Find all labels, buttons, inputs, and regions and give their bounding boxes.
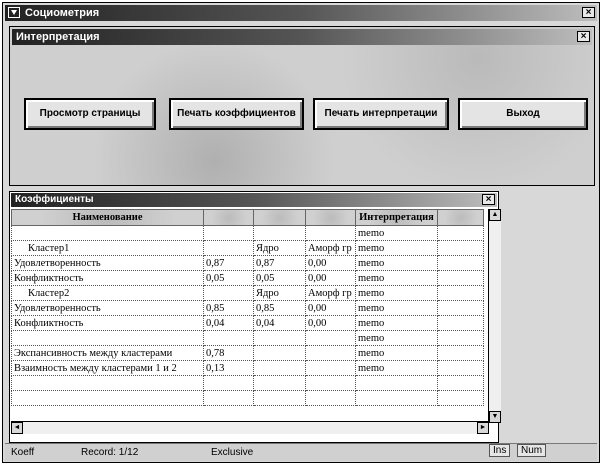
table-cell[interactable]: Конфликтность: [12, 271, 204, 286]
table-cell[interactable]: Ядро: [254, 286, 306, 301]
column-header[interactable]: Интерпретация: [356, 210, 438, 226]
table-cell[interactable]: 0,87: [254, 256, 306, 271]
interpretation-window: [9, 26, 595, 186]
table-cell[interactable]: 0,05: [254, 271, 306, 286]
print-interpretation-button[interactable]: Печать интерпретации: [313, 98, 449, 130]
table-cell[interactable]: memo: [356, 256, 438, 271]
app-icon: [8, 7, 20, 18]
close-coefficients-icon[interactable]: ×: [482, 194, 495, 205]
table-cell[interactable]: Кластер2: [12, 286, 204, 301]
scroll-up-icon[interactable]: ▲: [489, 209, 501, 221]
preview-page-button[interactable]: Просмотр страницы: [24, 98, 156, 130]
table-cell[interactable]: Кластер1: [12, 241, 204, 256]
coefficients-title: Коэффициенты: [15, 194, 94, 205]
table-cell[interactable]: [438, 271, 484, 286]
scroll-right-icon[interactable]: ►: [477, 422, 489, 434]
table-row[interactable]: [12, 331, 484, 346]
vertical-scrollbar[interactable]: [488, 209, 501, 423]
table-cell[interactable]: 0,00: [306, 256, 356, 271]
scroll-left-icon[interactable]: ◄: [11, 422, 23, 434]
table-cell[interactable]: Ядро: [254, 241, 306, 256]
table-cell[interactable]: [438, 256, 484, 271]
table-cell[interactable]: [438, 286, 484, 301]
table-cell[interactable]: memo: [356, 286, 438, 301]
table-cell[interactable]: Взаимность между кластерами 1 и 2: [12, 361, 204, 376]
table-cell[interactable]: [306, 331, 356, 346]
status-bar: [5, 443, 597, 461]
table-cell[interactable]: [438, 376, 484, 391]
table-row[interactable]: [12, 271, 484, 286]
table-cell[interactable]: memo: [356, 346, 438, 361]
table-cell[interactable]: [204, 286, 254, 301]
horizontal-scrollbar[interactable]: [11, 421, 489, 434]
app-title: Социометрия: [25, 7, 100, 19]
table-cell[interactable]: [254, 391, 306, 406]
table-cell[interactable]: [356, 376, 438, 391]
table-row[interactable]: [12, 301, 484, 316]
table-row[interactable]: [12, 346, 484, 361]
table-cell[interactable]: [204, 391, 254, 406]
table-cell[interactable]: [306, 346, 356, 361]
coefficients-title-bar[interactable]: [11, 193, 497, 207]
table-cell[interactable]: 0,85: [254, 301, 306, 316]
coefficients-table: [11, 209, 484, 406]
table-cell[interactable]: [254, 361, 306, 376]
table-cell[interactable]: Аморф гр: [306, 241, 356, 256]
status-num: Num: [517, 444, 546, 457]
table-cell[interactable]: 0,04: [254, 316, 306, 331]
table-cell[interactable]: [254, 376, 306, 391]
table-cell[interactable]: [12, 331, 204, 346]
table-cell[interactable]: [204, 331, 254, 346]
table-cell[interactable]: memo: [356, 316, 438, 331]
table-cell[interactable]: [438, 346, 484, 361]
table-row[interactable]: [12, 316, 484, 331]
table-cell[interactable]: 0,04: [204, 316, 254, 331]
table-cell[interactable]: memo: [356, 226, 438, 241]
table-cell[interactable]: Конфликтность: [12, 316, 204, 331]
scroll-down-icon[interactable]: ▼: [489, 411, 501, 423]
table-cell[interactable]: Удовлетворенность: [12, 256, 204, 271]
table-cell[interactable]: memo: [356, 241, 438, 256]
table-cell[interactable]: [12, 391, 204, 406]
column-header[interactable]: Наименование: [12, 210, 204, 226]
column-header[interactable]: [204, 210, 254, 226]
table-row[interactable]: [12, 286, 484, 301]
table-cell[interactable]: [254, 331, 306, 346]
column-header[interactable]: [254, 210, 306, 226]
main-title-bar[interactable]: [5, 5, 597, 21]
coefficients-window: [9, 191, 499, 443]
table-cell[interactable]: [306, 361, 356, 376]
interpretation-title-bar[interactable]: [12, 29, 592, 45]
table-row[interactable]: [12, 241, 484, 256]
table-cell[interactable]: 0,78: [204, 346, 254, 361]
status-mode: Exclusive: [211, 447, 254, 458]
status-ins: Ins: [489, 444, 510, 457]
table-cell[interactable]: 0,05: [204, 271, 254, 286]
table-row[interactable]: [12, 256, 484, 271]
table-header-row: [12, 210, 484, 226]
table-row[interactable]: [12, 376, 484, 391]
table-cell[interactable]: [306, 226, 356, 241]
table-cell[interactable]: 0,85: [204, 301, 254, 316]
table-cell[interactable]: [438, 331, 484, 346]
table-cell[interactable]: [438, 391, 484, 406]
table-row[interactable]: [12, 391, 484, 406]
table-cell[interactable]: [204, 241, 254, 256]
table-cell[interactable]: 0,00: [306, 301, 356, 316]
main-window: [2, 2, 600, 463]
table-row[interactable]: [12, 226, 484, 241]
table-cell[interactable]: [438, 241, 484, 256]
table-cell[interactable]: memo: [356, 271, 438, 286]
table-cell[interactable]: memo: [356, 301, 438, 316]
status-record: Record: 1/12: [81, 447, 139, 458]
table-row[interactable]: [12, 361, 484, 376]
table-cell[interactable]: [12, 226, 204, 241]
table-cell[interactable]: Удовлетворенность: [12, 301, 204, 316]
table-cell[interactable]: [438, 226, 484, 241]
table-cell[interactable]: [254, 346, 306, 361]
table-cell[interactable]: [438, 301, 484, 316]
table-cell[interactable]: memo: [356, 361, 438, 376]
table-cell[interactable]: [306, 376, 356, 391]
column-header[interactable]: [438, 210, 484, 226]
exit-button[interactable]: Выход: [458, 98, 588, 130]
close-app-icon[interactable]: ×: [582, 7, 595, 18]
table-cell[interactable]: memo: [356, 331, 438, 346]
table-cell[interactable]: [438, 361, 484, 376]
table-cell[interactable]: Экспансивность между кластерами: [12, 346, 204, 361]
table-cell[interactable]: 0,13: [204, 361, 254, 376]
table-cell[interactable]: [356, 391, 438, 406]
table-cell[interactable]: Аморф гр: [306, 286, 356, 301]
table-cell[interactable]: [254, 226, 306, 241]
table-cell[interactable]: [204, 226, 254, 241]
table-cell[interactable]: [204, 376, 254, 391]
status-table-name: Koeff: [11, 447, 35, 458]
table-cell[interactable]: [438, 316, 484, 331]
close-interpretation-icon[interactable]: ×: [577, 31, 590, 42]
table-cell[interactable]: 0,00: [306, 316, 356, 331]
table-cell[interactable]: 0,87: [204, 256, 254, 271]
interpretation-title: Интерпретация: [16, 31, 100, 43]
table-cell[interactable]: 0,00: [306, 271, 356, 286]
column-header[interactable]: [306, 210, 356, 226]
table-cell[interactable]: [306, 391, 356, 406]
print-coefficients-button[interactable]: Печать коэффициентов: [169, 98, 304, 130]
table-cell[interactable]: [12, 376, 204, 391]
